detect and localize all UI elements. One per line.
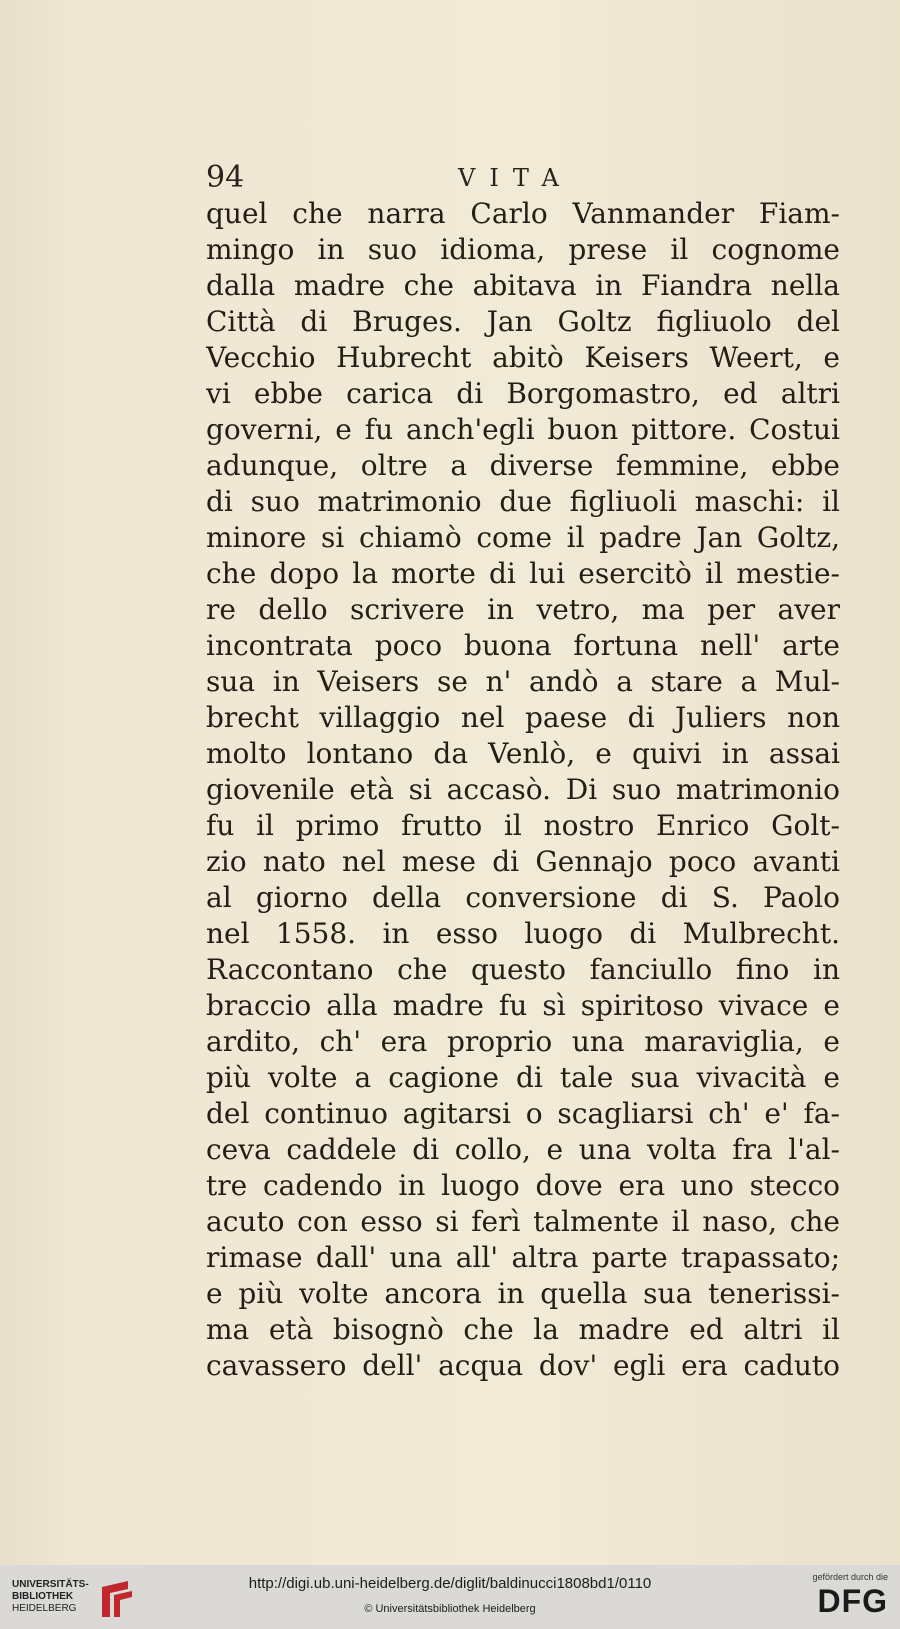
dfg-logo-icon: DFG — [817, 1583, 888, 1619]
text-line: incontrata poco buona fortuna nell' arte — [206, 629, 840, 662]
text-line: molto lontano da Venlò, e quivi in assai — [206, 737, 840, 770]
text-line: vi ebbe carica di Borgomastro, ed altri — [206, 377, 840, 410]
library-name-line-3: HEIDELBERG — [12, 1603, 77, 1614]
text-line: brecht villaggio nel paese di Juliers non — [206, 701, 840, 734]
text-line: che dopo la morte di lui esercitò il mestie- — [206, 557, 840, 590]
text-line: giovenile età si accasò. Di suo matrimonio — [206, 773, 840, 806]
text-line: Vecchio Hubrecht abitò Keisers Weert, e — [206, 341, 840, 374]
running-title: VITA — [458, 164, 573, 192]
text-line: di suo matrimonio due figliuoli maschi: il — [206, 485, 840, 518]
footer-bar — [0, 1565, 900, 1629]
library-name — [12, 1579, 89, 1615]
text-line: rimase dall' una all' altra parte trapassato; — [206, 1241, 840, 1274]
text-line: tre cadendo in luogo dove era uno stecco — [206, 1169, 840, 1202]
text-line: dalla madre che abitava in Fiandra nella — [206, 269, 840, 302]
page-number: 94 — [206, 160, 245, 195]
library-name-line-2: BIBLIOTHEK — [12, 1591, 74, 1602]
text-line: ardito, ch' era proprio una maraviglia, e — [206, 1025, 840, 1058]
text-line: Raccontano che questo fanciullo fino in — [206, 953, 840, 986]
library-name-line-1: UNIVERSITÄTS- — [12, 1579, 89, 1590]
running-head — [206, 160, 846, 200]
text-line: al giorno della conversione di S. Paolo — [206, 881, 840, 914]
text-line: braccio alla madre fu sì spiritoso vivace e — [206, 989, 840, 1022]
text-line: acuto con esso si ferì talmente il naso, che — [206, 1205, 840, 1238]
text-line: del continuo agitarsi o scagliarsi ch' e' fa- — [206, 1097, 840, 1130]
text-line: quel che narra Carlo Vanmander Fiam- — [206, 197, 840, 230]
text-line: sua in Veisers se n' andò a stare a Mul- — [206, 665, 840, 698]
text-line: mingo in suo idioma, prese il cognome — [206, 233, 840, 266]
funding-logo[interactable] — [768, 1571, 888, 1625]
library-mark-icon — [98, 1579, 136, 1619]
text-line: fu il primo frutto il nostro Enrico Golt- — [206, 809, 840, 842]
text-line: cavassero dell' acqua dov' egli era caduto — [206, 1349, 840, 1382]
text-line: nel 1558. in esso luogo di Mulbrecht. — [206, 917, 840, 950]
text-line: re dello scrivere in vetro, ma per aver — [206, 593, 840, 626]
library-logo[interactable] — [12, 1577, 182, 1621]
text-line: governi, e fu anch'egli buon pittore. Costui — [206, 413, 840, 446]
copyright-notice: © Universitätsbibliothek Heidelberg — [364, 1603, 536, 1615]
text-line: ceva caddele di collo, e una volta fra l'al- — [206, 1133, 840, 1166]
source-url-link[interactable]: http://digi.ub.uni-heidelberg.de/diglit/baldinucci1808bd1/0110 — [248, 1575, 652, 1592]
text-line: adunque, oltre a diverse femmine, ebbe — [206, 449, 840, 482]
text-line: ma età bisognò che la madre ed altri il — [206, 1313, 840, 1346]
text-line: più volte a cagione di tale sua vivacità e — [206, 1061, 840, 1094]
text-line: Città di Bruges. Jan Goltz figliuolo del — [206, 305, 840, 338]
funding-caption: gefördert durch die — [812, 1572, 888, 1582]
text-line: zio nato nel mese di Gennajo poco avanti — [206, 845, 840, 878]
text-line: minore si chiamò come il padre Jan Goltz, — [206, 521, 840, 554]
body-text — [206, 196, 840, 1384]
text-line: e più volte ancora in quella sua tenerissi- — [206, 1277, 840, 1310]
